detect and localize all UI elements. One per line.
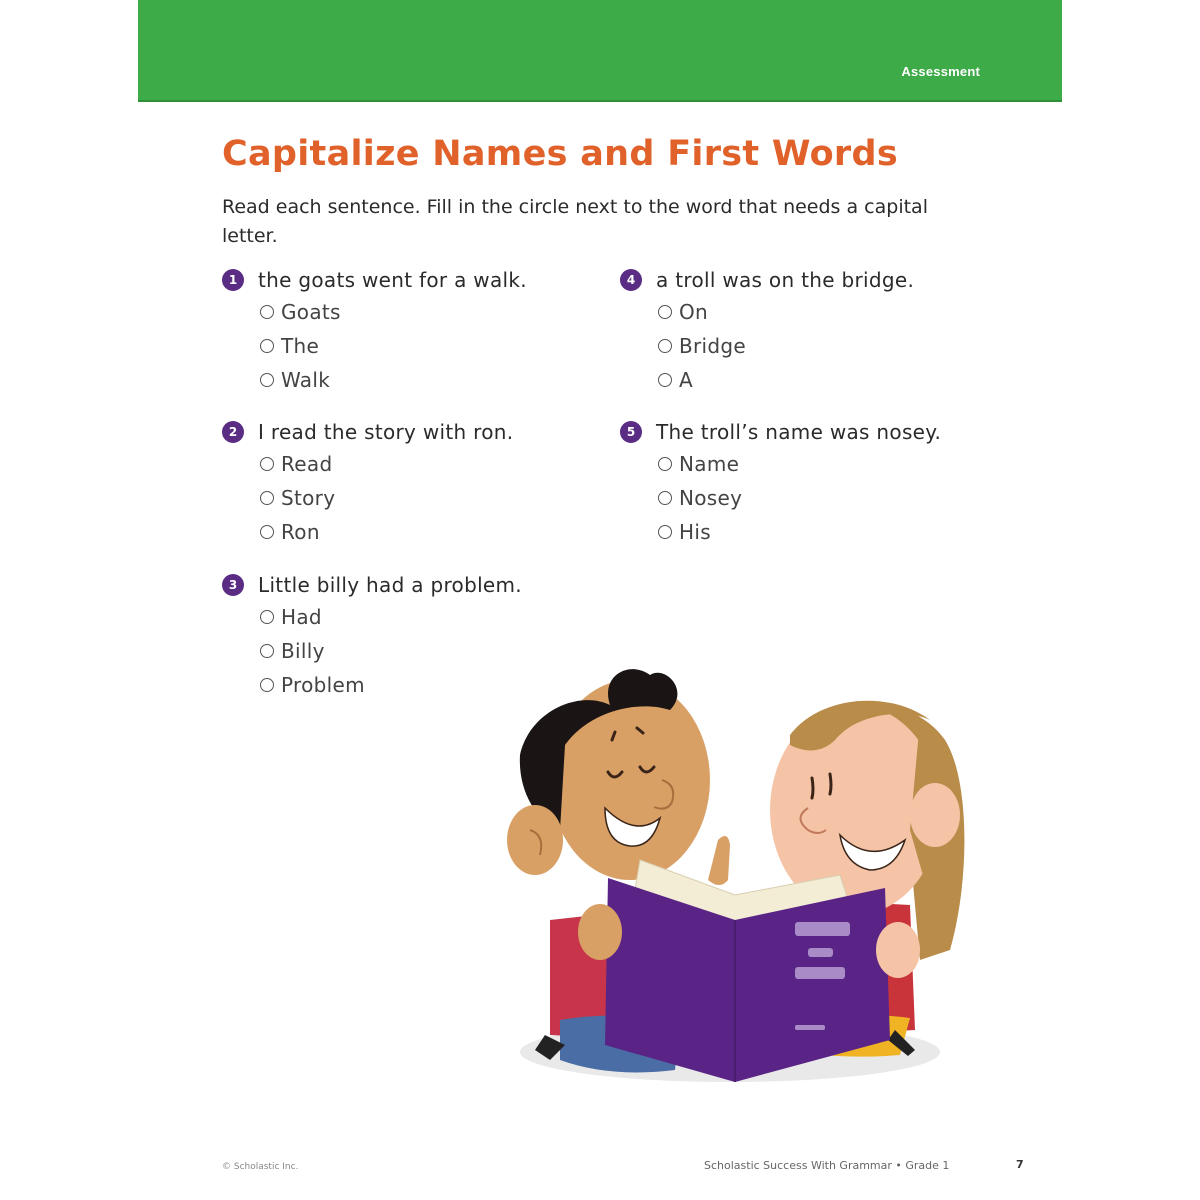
number-badge: 5: [620, 421, 642, 443]
answer-option[interactable]: [222, 363, 602, 397]
option-label: Story: [281, 486, 336, 510]
option-label: Read: [281, 452, 333, 476]
number-badge: 3: [222, 574, 244, 596]
option-label: Ron: [281, 520, 320, 544]
option-label: A: [679, 368, 693, 392]
radio-circle-icon[interactable]: [658, 305, 672, 319]
option-label: Problem: [281, 673, 365, 697]
answer-option[interactable]: [222, 447, 602, 481]
radio-circle-icon[interactable]: [658, 491, 672, 505]
question-1: [222, 265, 602, 397]
number-badge: 2: [222, 421, 244, 443]
answer-option[interactable]: [620, 481, 1000, 515]
answer-option[interactable]: [620, 515, 1000, 549]
answer-option[interactable]: [222, 600, 602, 634]
answer-option[interactable]: [620, 363, 1000, 397]
radio-circle-icon[interactable]: [260, 491, 274, 505]
number-badge: 4: [620, 269, 642, 291]
question-sentence: the goats went for a walk.: [258, 268, 527, 292]
copyright: © Scholastic Inc.: [222, 1162, 299, 1172]
book-title: Scholastic Success With Grammar • Grade 1: [704, 1159, 950, 1172]
radio-circle-icon[interactable]: [658, 525, 672, 539]
radio-circle-icon[interactable]: [260, 373, 274, 387]
answer-option[interactable]: [620, 329, 1000, 363]
answer-option[interactable]: [222, 295, 602, 329]
question-4: [620, 265, 1000, 397]
question-sentence: I read the story with ron.: [258, 420, 514, 444]
option-label: Had: [281, 605, 322, 629]
question-sentence: a troll was on the bridge.: [656, 268, 915, 292]
question-2: [222, 417, 602, 549]
answer-option[interactable]: [222, 515, 602, 549]
question-5: [620, 417, 1000, 549]
radio-circle-icon[interactable]: [658, 457, 672, 471]
page-number: 7: [1016, 1158, 1024, 1171]
option-label: Bridge: [679, 334, 746, 358]
page-title: Capitalize Names and First Words: [222, 134, 898, 174]
option-label: On: [679, 300, 709, 324]
instructions: Read each sentence. Fill in the circle next to the word that needs a capital letter.: [222, 196, 928, 247]
radio-circle-icon[interactable]: [658, 339, 672, 353]
radio-circle-icon[interactable]: [260, 525, 274, 539]
option-label: Nosey: [679, 486, 743, 510]
number-badge: 1: [222, 269, 244, 291]
answer-option[interactable]: [222, 481, 602, 515]
answer-option[interactable]: [222, 329, 602, 363]
radio-circle-icon[interactable]: [260, 305, 274, 319]
option-label: Goats: [281, 300, 341, 324]
answer-option[interactable]: [620, 295, 1000, 329]
option-label: Walk: [281, 368, 331, 392]
option-label: Billy: [281, 639, 325, 663]
option-label: His: [679, 520, 711, 544]
section-label: Assessment: [901, 64, 980, 79]
radio-circle-icon[interactable]: [260, 644, 274, 658]
header-band: [138, 0, 1062, 102]
radio-circle-icon[interactable]: [260, 457, 274, 471]
answer-option[interactable]: [620, 447, 1000, 481]
kids-reading-illustration: [490, 650, 990, 1100]
option-label: The: [281, 334, 320, 358]
radio-circle-icon[interactable]: [658, 373, 672, 387]
radio-circle-icon[interactable]: [260, 678, 274, 692]
option-label: Name: [679, 452, 740, 476]
radio-circle-icon[interactable]: [260, 610, 274, 624]
question-sentence: Little billy had a problem.: [258, 573, 522, 597]
question-sentence: The troll’s name was nosey.: [656, 420, 942, 444]
radio-circle-icon[interactable]: [260, 339, 274, 353]
